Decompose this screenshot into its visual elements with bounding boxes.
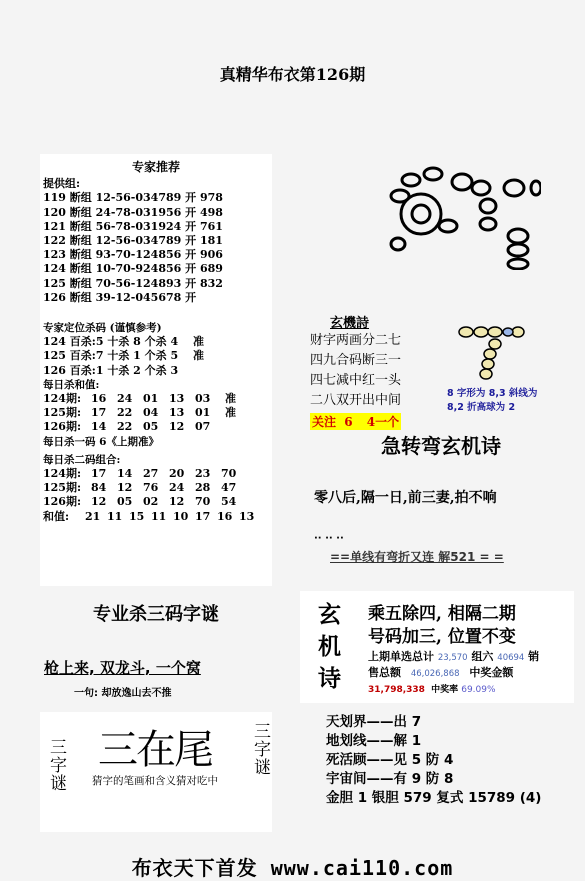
stat-label: 售总额	[368, 666, 401, 679]
sum-label: 和值:	[43, 509, 70, 523]
number: 12	[91, 495, 107, 509]
expert-heading: 专家推荐	[131, 160, 180, 174]
hit-mark: 准	[225, 392, 236, 406]
kill-row	[40, 364, 272, 378]
hit-mark: 准	[225, 406, 236, 420]
riddle-big-word: 三在尾	[98, 727, 212, 773]
figure-note-line: 8,2 折高球为 2	[447, 402, 516, 413]
scribble-drawing	[386, 166, 541, 270]
number: 84	[91, 481, 107, 495]
expert-panel	[40, 154, 272, 586]
number: 05	[143, 420, 159, 434]
number: 24	[117, 392, 133, 406]
page-title: 真精华布衣第126期	[219, 65, 366, 84]
focus-badge	[310, 413, 401, 430]
riddle-title: 专业杀三码字谜	[93, 604, 219, 625]
riddle-question: 枪上来, 双龙斗, 一个窝	[44, 659, 201, 677]
poem-line: 四七减中红一头	[310, 373, 402, 388]
number: 16	[217, 509, 233, 523]
kill-two-row	[40, 495, 272, 509]
number: 14	[91, 420, 107, 434]
hint-line: 死活顾——见 5 防 4	[326, 752, 454, 768]
hint-line: 宇宙间——有 9 防 8	[326, 771, 454, 787]
daily-sum-row	[40, 392, 272, 406]
hint-line: 天划界——出 7	[326, 714, 422, 730]
group-line: 123 断组 93-70-124856 开 906	[43, 248, 223, 262]
kill-row	[40, 335, 272, 349]
poem-line: 四九合码断三一	[310, 353, 402, 368]
kill-row	[40, 349, 272, 363]
number: 11	[107, 509, 123, 523]
number: 13	[239, 509, 255, 523]
number: 17	[91, 406, 107, 420]
kill-text: 125 百杀:7 十杀 1 个杀 5	[43, 349, 179, 363]
sum-tail-row	[40, 510, 272, 524]
number: 05	[117, 495, 133, 509]
xuanji-line: 乘五除四, 相隔二期	[368, 604, 516, 624]
stat-label: 销	[528, 650, 540, 663]
number: 03	[195, 392, 211, 406]
stat-label: 上期单选总计	[368, 650, 434, 663]
group-line: 121 断组 56-78-031924 开 761	[43, 219, 223, 233]
number: 70	[195, 495, 211, 509]
period-label: 125期:	[43, 481, 82, 495]
kill-two-row	[40, 467, 272, 481]
xuanji-poem-box	[300, 591, 574, 703]
number: 07	[195, 420, 211, 434]
number: 24	[169, 481, 185, 495]
number: 76	[143, 481, 159, 495]
group-label: 提供组:	[43, 177, 81, 191]
number: 17	[195, 509, 211, 523]
number: 12	[169, 495, 185, 509]
period-label: 125期:	[43, 406, 82, 420]
vertical-label-right: 三字谜	[250, 722, 270, 776]
daily-sum-row	[40, 420, 272, 434]
number: 02	[143, 495, 159, 509]
riddle-box	[40, 712, 272, 832]
heaven-earth-lines	[326, 713, 541, 808]
figure-note-line: 8 字形为 8,3 斜线为	[447, 388, 538, 399]
kill-mark: 准	[193, 335, 204, 349]
xuanji-vertical-label: 玄机诗	[318, 602, 341, 692]
riddle-note: 猜字的笔画和含义猜对吃中	[92, 775, 218, 787]
poem-line: 二八双开出中间	[310, 393, 402, 408]
dots: ·· ·· ··	[314, 533, 344, 544]
number: 12	[117, 481, 133, 495]
stat-value: 31,798,338	[368, 685, 425, 695]
number: 54	[221, 495, 237, 509]
stat-value: 69.09%	[461, 685, 496, 695]
brain-teaser-line: 零八后,隔一日,前三妻,拍不响	[314, 490, 497, 506]
focus-number: 6	[344, 415, 353, 429]
sales-stats	[368, 648, 539, 664]
stat-value: 40694	[497, 653, 525, 663]
number: 12	[169, 420, 185, 434]
hint-line: 金胆 1 银胆 579 复式 15789 (4)	[326, 790, 542, 806]
number: 22	[117, 406, 133, 420]
daily-sum-row	[40, 406, 272, 420]
number: 10	[173, 509, 189, 523]
kill-heading: 专家定位杀码 (谨慎参考)	[43, 322, 162, 335]
number: 20	[169, 467, 185, 481]
kill-two-row	[40, 481, 272, 495]
group-line: 124 断组 10-70-924856 开 689	[43, 262, 223, 276]
sales-stats	[368, 682, 496, 695]
number: 22	[117, 420, 133, 434]
number: 04	[143, 406, 159, 420]
xuanji-poem	[310, 312, 450, 429]
group-line: 122 断组 12-56-034789 开 181	[43, 234, 223, 248]
group-line: 126 断组 39-12-045678 开	[43, 290, 197, 304]
number: 21	[85, 509, 101, 523]
daily-sum-heading: 每日杀和值:	[43, 378, 100, 391]
number: 01	[143, 392, 159, 406]
number: 01	[195, 406, 211, 420]
number: 27	[143, 467, 159, 481]
number: 11	[151, 509, 167, 523]
stat-label: 组六	[471, 650, 494, 663]
riddle-hint: 一句: 却放逸山去不推	[74, 688, 172, 699]
number: 23	[195, 467, 211, 481]
number: 28	[195, 481, 211, 495]
period-label: 124期:	[43, 467, 82, 481]
poem-title: 玄機詩	[330, 316, 370, 331]
kill-one: 每日杀一码 6《上期准》	[43, 435, 159, 448]
brain-teaser-title: 急转弯玄机诗	[381, 434, 501, 458]
xuanji-line: 号码加三, 位置不变	[368, 627, 516, 647]
sales-stats	[368, 664, 513, 680]
group-line: 120 断组 24-78-031956 开 498	[43, 205, 223, 219]
kill-two-heading: 每日杀二码组合:	[43, 453, 121, 466]
period-label: 126期:	[43, 420, 82, 434]
number: 13	[169, 392, 185, 406]
figure-note	[447, 387, 557, 415]
group-line: 119 断组 12-56-034789 开 978	[43, 191, 223, 205]
hint-line: 地划线——解 1	[326, 733, 422, 749]
number: 70	[221, 467, 237, 481]
group-line: 125 断组 70-56-124893 开 832	[43, 276, 223, 290]
focus-number: 4一个	[366, 415, 400, 429]
number: 16	[91, 392, 107, 406]
period-label: 124期:	[43, 392, 82, 406]
single-line-hint: ==单线有弯折又连 解521 = =	[330, 550, 504, 564]
number: 13	[169, 406, 185, 420]
kill-text: 124 百杀:5 十杀 8 个杀 4	[43, 335, 179, 349]
number: 17	[91, 467, 107, 481]
number: 47	[221, 481, 237, 495]
stat-value: 23,570	[437, 653, 468, 663]
stat-value: 46,026,868	[410, 669, 460, 679]
stat-label: 中奖金额	[469, 666, 514, 679]
stat-label: 中奖率	[431, 685, 459, 695]
footer-watermark: 布衣天下首发 www.cai110.com	[131, 856, 454, 880]
poem-line: 财字两画分二七	[310, 333, 402, 348]
number: 15	[129, 509, 145, 523]
kill-mark: 准	[193, 349, 204, 363]
number: 14	[117, 467, 133, 481]
vertical-label-left: 三字谜	[46, 738, 66, 792]
focus-label: 关注	[312, 415, 337, 429]
kill-text: 126 百杀:1 十杀 2 个杀 3	[43, 363, 179, 377]
period-label: 126期:	[43, 495, 82, 509]
